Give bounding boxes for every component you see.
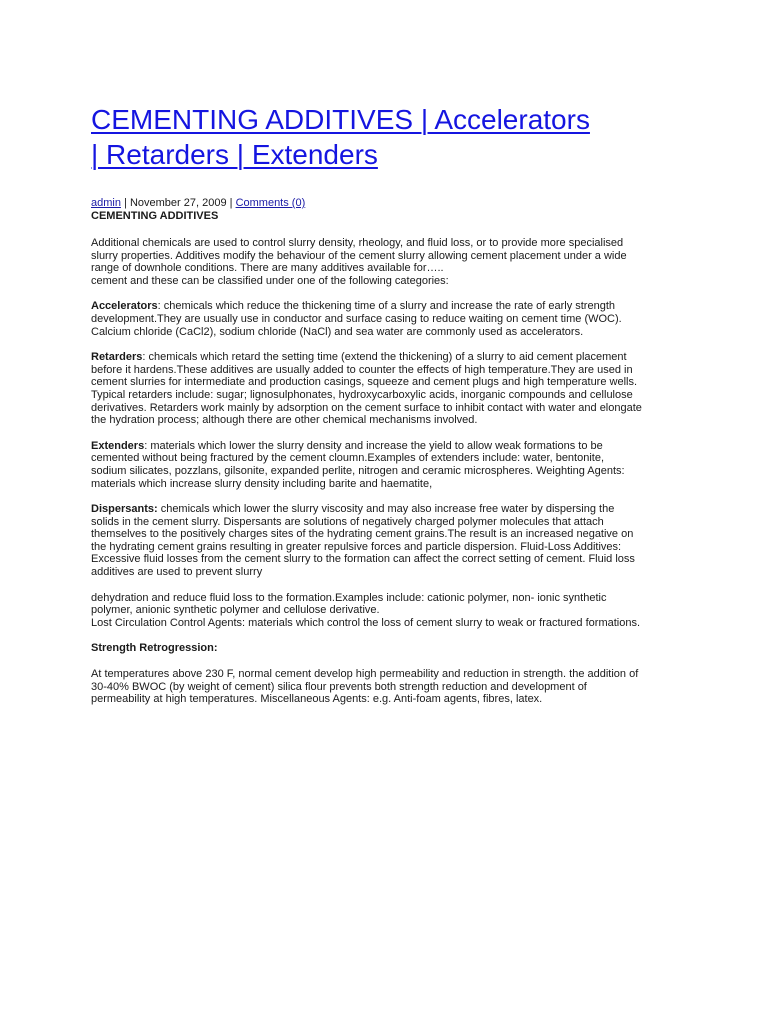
text-line: sodium silicates, pozzlans, gilsonite, expanded perlite, nitrogen and ceramic microspheres. Weighting Agents: — [91, 464, 625, 477]
retarders-paragraph — [91, 351, 691, 427]
title-line-2: | Retarders | Extenders — [91, 139, 378, 170]
text-line: dehydration and reduce fluid loss to the formation.Examples include: cationic polymer, non- ionic synthetic — [91, 591, 607, 604]
text-line: before it hardens.These additives are usually added to counter the effects of high temperature.They are used in — [91, 363, 633, 376]
extenders-term: Extenders — [91, 439, 145, 452]
dehydration-paragraph — [91, 592, 691, 630]
text-line: : chemicals which reduce the thickening time of a slurry and increase the rate of early strength — [157, 300, 615, 313]
post-date: November 27, 2009 — [129, 197, 227, 209]
retrogression-heading — [91, 642, 691, 655]
text-line: materials which increase slurry density including barite and haematite, — [91, 477, 433, 490]
retrogression-title: Strength Retrogression: — [91, 642, 218, 655]
text-line: permeability at high temperatures. Miscellaneous Agents: e.g. Anti-foam agents, fibres, latex. — [91, 693, 543, 706]
text-line: 30-40% BWOC (by weight of cement) silica flour prevents both strength reduction and development of — [91, 680, 587, 693]
text-line: solids in the cement slurry. Dispersants are solutions of negatively charged polymer molecules that attach — [91, 515, 604, 528]
text-line: cement slurries for intermediate and production casings, squeeze and cement plugs and high temperature wells. — [91, 376, 638, 389]
text-line: : materials which lower the slurry density and increase the yield to allow weak formations to be — [144, 439, 603, 452]
accelerators-paragraph — [91, 300, 691, 338]
article — [91, 102, 691, 706]
text-line: slurry properties. Additives modify the behaviour of the cement slurry allowing cement placement under a wide — [91, 249, 627, 262]
text-line: chemicals which lower the slurry viscosity and may also increase free water by dispersing the — [157, 503, 615, 516]
text-line: development.They are usually use in conductor and surface casing to reduce waiting on cement time (WOC). — [91, 312, 622, 325]
text-line: the hydration process; although there are other chemical mechanisms involved. — [91, 414, 478, 427]
text-line: Excessive fluid losses from the cement slurry to the formation can affect the correct setting of cement. Fluid loss — [91, 553, 635, 566]
meta-separator: | — [120, 197, 130, 209]
text-line: polymer, anionic synthetic polymer and cellulose derivative. — [91, 604, 380, 617]
text-line: derivatives. Retarders work mainly by adsorption on the cement surface to inhibit contact with water and elongate — [91, 401, 642, 414]
retrogression-paragraph — [91, 668, 691, 706]
article-title-link[interactable] — [91, 104, 590, 170]
text-line: cement and these can be classified under one of the following categories: — [91, 274, 449, 287]
retarders-term: Retarders — [91, 351, 143, 364]
text-line: : chemicals which retard the setting time (extend the thickening) of a slurry to aid cement placement — [142, 351, 627, 364]
section-heading: CEMENTING ADDITIVES — [91, 210, 219, 222]
author-link[interactable]: admin — [91, 197, 121, 209]
text-line: Lost Circulation Control Agents: materials which control the loss of cement slurry to weak or fractured formations. — [91, 616, 641, 629]
comments-link[interactable]: Comments (0) — [235, 197, 306, 209]
post-meta — [91, 197, 691, 210]
extenders-paragraph — [91, 440, 691, 490]
text-line: Typical retarders include: sugar; lignosulphonates, hydroxycarboxylic acids, inorganic compounds and cellulose — [91, 388, 633, 401]
text-line: Additional chemicals are used to control slurry density, rheology, and fluid loss, or to provide more specialised — [91, 237, 624, 249]
dispersants-term: Dispersants: — [91, 503, 158, 516]
dispersants-paragraph — [91, 503, 691, 579]
accelerators-term: Accelerators — [91, 300, 158, 313]
intro-paragraph — [91, 237, 691, 287]
text-line: At temperatures above 230 F, normal cement develop high permeability and reduction in strength. the addition of — [91, 668, 639, 681]
text-line: additives are used to prevent slurry — [91, 566, 263, 579]
meta-separator: | — [226, 197, 236, 209]
article-title — [91, 102, 691, 172]
text-line: cemented without being fractured by the cement cloumn.Examples of extenders include: water, bentonite, — [91, 452, 605, 465]
text-line: the hydrating cement grains resulting in greater repulsive forces and particle dispersion. Fluid-Loss Additives: — [91, 540, 622, 553]
text-line: themselves to the positively charges sites of the hydrating cement grains.The result is an increased negative on — [91, 528, 634, 541]
title-line-1: CEMENTING ADDITIVES | Accelerators — [91, 104, 590, 135]
text-line: Calcium chloride (CaCl2), sodium chloride (NaCl) and sea water are commonly used as accelerators. — [91, 325, 584, 338]
text-line: range of downhole conditions. There are many additives available for….. — [91, 262, 444, 275]
